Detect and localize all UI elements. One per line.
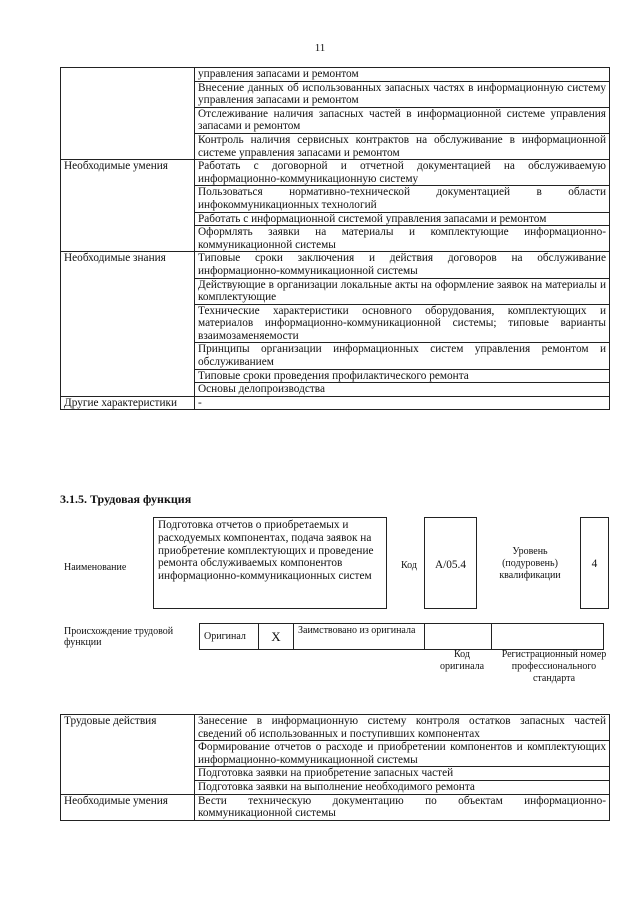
requirements-table-bottom <box>60 714 610 821</box>
function-code-box: А/05.4 <box>424 517 477 609</box>
table-cell: Пользоваться нормативно-технической документацией в области инфокоммуникационных технологий <box>195 186 610 212</box>
qualification-level-label: Уровень (подуровень) квалификации <box>499 546 561 581</box>
table-cell: Вести техническую документацию по объектам информационно-коммуникационной системы <box>195 794 610 820</box>
table-cell: Оформлять заявки на материалы и комплектующие информационно-коммуникационной системы <box>195 226 610 252</box>
origin-code-cell <box>425 624 492 650</box>
function-code-label: Код <box>401 560 417 571</box>
row-label-continued <box>61 68 195 160</box>
row-label-skills: Необходимые умения <box>61 794 195 820</box>
table-row <box>61 160 610 186</box>
table-row <box>61 715 610 741</box>
row-label-knowledge: Необходимые знания <box>61 252 195 397</box>
table-cell: Технические характеристики основного оборудования, комплектующих и материалов информационно-коммуникационной системы; типовые варианты взаимозаменяемости <box>195 304 610 343</box>
table-cell: Работать с договорной и отчетной документацией на обслуживаемую информационно-коммуникационную систему <box>195 160 610 186</box>
origin-mark-cell: X <box>259 624 294 650</box>
table-cell: Основы делопроизводства <box>195 383 610 397</box>
row-label-skills: Необходимые умения <box>61 160 195 252</box>
section-title: 3.1.5. Трудовая функция <box>60 492 192 506</box>
table-cell: Отслеживание наличия запасных частей в информационной системе управления запасами и ремонтом <box>195 107 610 133</box>
table-cell: управления запасами и ремонтом <box>195 68 610 82</box>
code-original-label: Код оригинала <box>439 649 485 672</box>
row-label-other: Другие характеристики <box>61 396 195 410</box>
table-row <box>61 252 610 278</box>
table-row <box>61 396 610 410</box>
table-cell: Подготовка заявки на приобретение запасных частей <box>195 767 610 781</box>
origin-borrowed-cell: Заимствовано из оригинала <box>294 624 425 650</box>
table-cell: Подготовка заявки на выполнение необходимого ремонта <box>195 780 610 794</box>
table-row <box>61 794 610 820</box>
function-name-label: Наименование <box>64 562 127 573</box>
row-label-actions: Трудовые действия <box>61 715 195 795</box>
table-cell: Внесение данных об использованных запасных частях в информационную систему управления запасами и ремонтом <box>195 81 610 107</box>
table-cell: Формирование отчетов о расходе и приобретении компонентов и комплектующих информационно-коммуникационной системы <box>195 741 610 767</box>
origin-table <box>199 623 604 650</box>
table-cell: Типовые сроки проведения профилактического ремонта <box>195 369 610 383</box>
table-row <box>61 68 610 82</box>
table-cell: Занесение в информационную систему контроля остатков запасных частей сведений об использованных и поступивших компонентах <box>195 715 610 741</box>
table-cell: Действующие в организации локальные акты на оформление заявок на материалы и комплектующие <box>195 278 610 304</box>
origin-original-cell: Оригинал <box>200 624 259 650</box>
table-row <box>200 624 604 650</box>
table-cell: Принципы организации информационных систем управления ремонтом и обслуживанием <box>195 343 610 369</box>
function-name-box: Подготовка отчетов о приобретаемых и расходуемых компонентах, подача заявок на приобретение комплектующих и проведение ремонта обслуживаемых компонентов информационно-коммуникационных систем <box>153 517 387 609</box>
page-number: 11 <box>314 42 326 54</box>
function-origin-label: Происхождение трудовой функции <box>64 626 174 648</box>
table-cell: Типовые сроки заключения и действия договоров на обслуживание информационно-коммуникационной системы <box>195 252 610 278</box>
table-cell: Работать с информационной системой управления запасами и ремонтом <box>195 212 610 226</box>
origin-reg-number-cell <box>492 624 604 650</box>
table-cell: - <box>195 396 610 410</box>
requirements-table-top <box>60 67 610 410</box>
qualification-level-box: 4 <box>580 517 609 609</box>
reg-number-label: Регистрационный номер профессионального стандарта <box>501 649 607 684</box>
table-cell: Контроль наличия сервисных контрактов на обслуживание в информационной системе управления запасами и ремонтом <box>195 133 610 159</box>
